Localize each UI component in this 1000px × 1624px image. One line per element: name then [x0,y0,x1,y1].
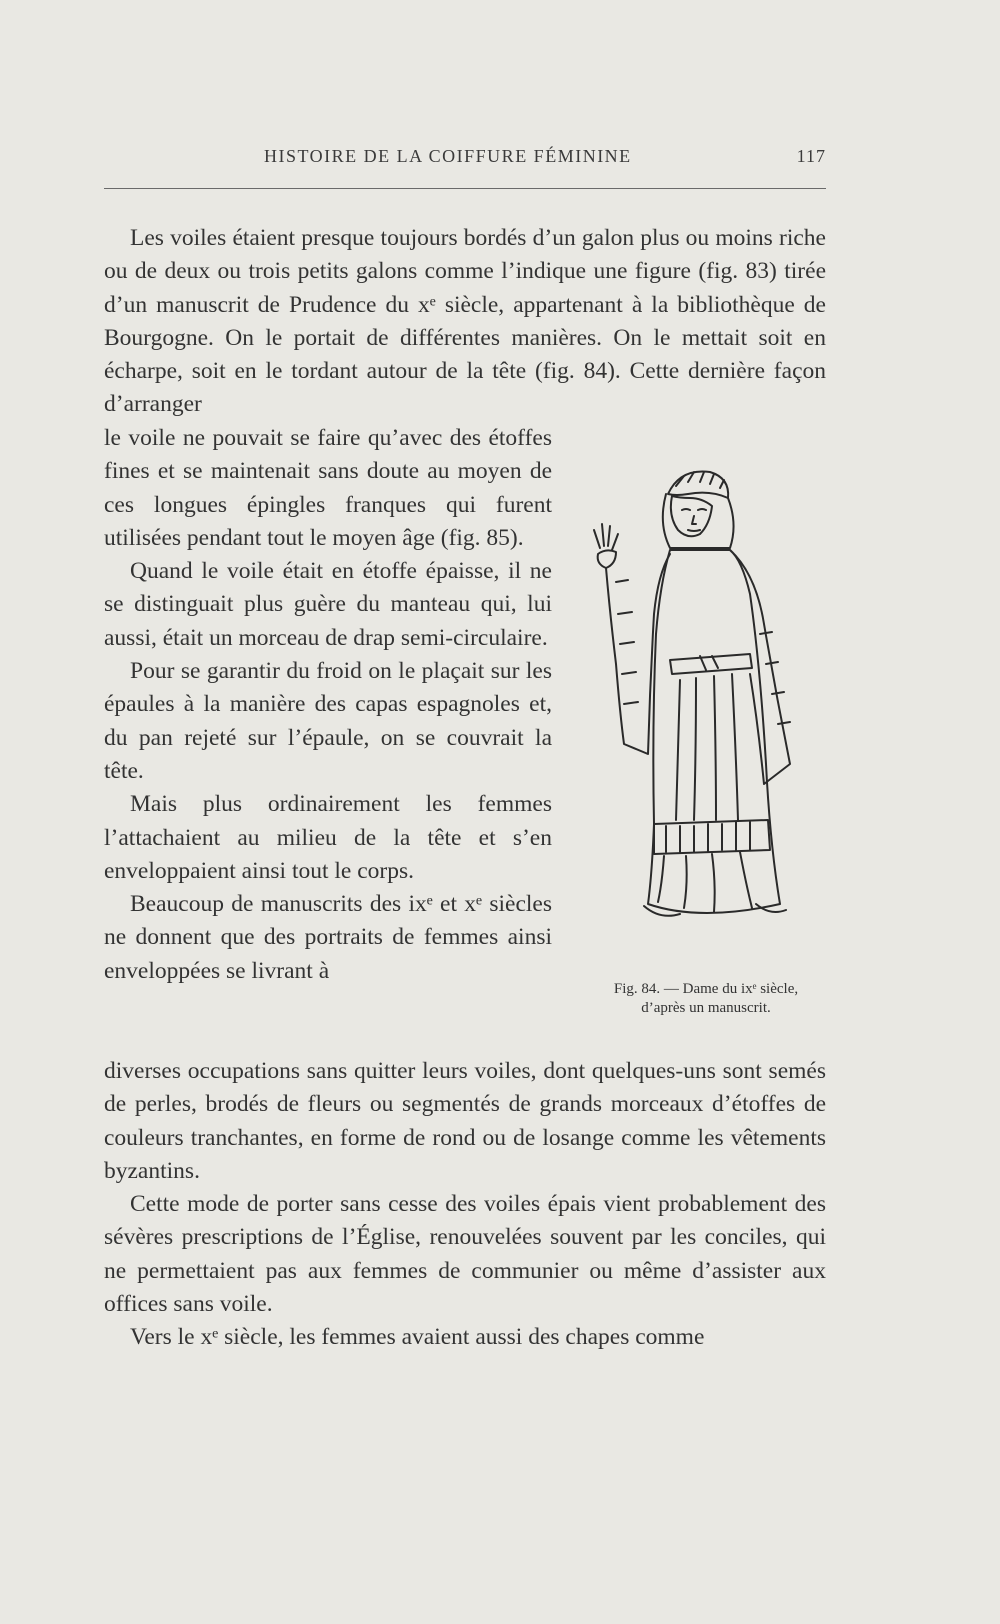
paragraph: Mais plus ordinairement les femmes l’attachaient au milieu de la tête et s’en enveloppaient ainsi tout le corps. [104,791,552,884]
paragraph: Beaucoup de manuscrits des ixᵉ et xᵉ siècles ne donnent que des portraits de femmes ainsi enveloppées se livrant à [104,891,552,984]
page-number: 117 [796,146,826,166]
text-block-bottom [104,1055,826,1355]
page-header [104,146,826,176]
figure-illustration [580,464,830,964]
text-block-top [104,222,826,422]
paragraph: Les voiles étaient presque toujours bordés d’un galon plus ou moins riche ou de deux ou trois petits galons comme l’indique une figure (fig. 83) tirée d’un manuscrit de Prudence du xᵉ siècle, appartenant à la bibliothèque de Bourgogne. On le portait de différentes manières. On le mettait soit en écharpe, soit en le tordant autour de la tête (fig. 84). Cette dernière façon d’arranger [104,225,826,418]
header-rule [104,188,826,189]
belt [670,654,752,674]
right-sleeve [730,550,790,784]
raised-hand [594,524,618,568]
paragraph: Cette mode de porter sans cesse des voiles épais vient probablement des sévères prescriptions de l’Église, renouvelées souvent par les conciles, qui ne permettaient pas aux femmes de communier ou même d’assister aux offices sans voile. [104,1191,826,1318]
text-block-wrapped [104,422,552,988]
paragraph: Quand le voile était en étoffe épaisse, il ne se distinguait plus guère du manteau qui, lui aussi, était un morceau de drap semi-circulaire. [104,558,552,651]
figure-caption [586,980,826,1018]
running-title: HISTOIRE DE LA COIFFURE FÉMININE [264,146,632,166]
hem-band [654,820,770,854]
paragraph: Vers le xᵉ siècle, les femmes avaient aussi des chapes comme [130,1324,705,1351]
caption-line: d’après un manuscrit. [641,1000,771,1016]
caption-line: Fig. 84. — Dame du ixᵉ siècle, [613,981,799,997]
paragraph: le voile ne pouvait se faire qu’avec des étoffes fines et se maintenait sans doute au moyen de ces longues épingles franques qui furent utilisées pendant tout le moyen âge (fig. 85). [104,425,552,551]
paragraph: Pour se garantir du froid on le plaçait sur les épaules à la manière des capas espagnoles et, du pan rejeté sur l’épaule, on se couvrait la tête. [104,658,552,784]
left-sleeve [606,554,670,754]
paragraph: diverses occupations sans quitter leurs voiles, dont quelques-uns sont semés de perles, brodés de fleurs ou segmentés de grands morceaux d’étoffes de couleurs tranchantes, en forme de rond ou de losange comme les vêtements byzantins. [104,1058,826,1184]
